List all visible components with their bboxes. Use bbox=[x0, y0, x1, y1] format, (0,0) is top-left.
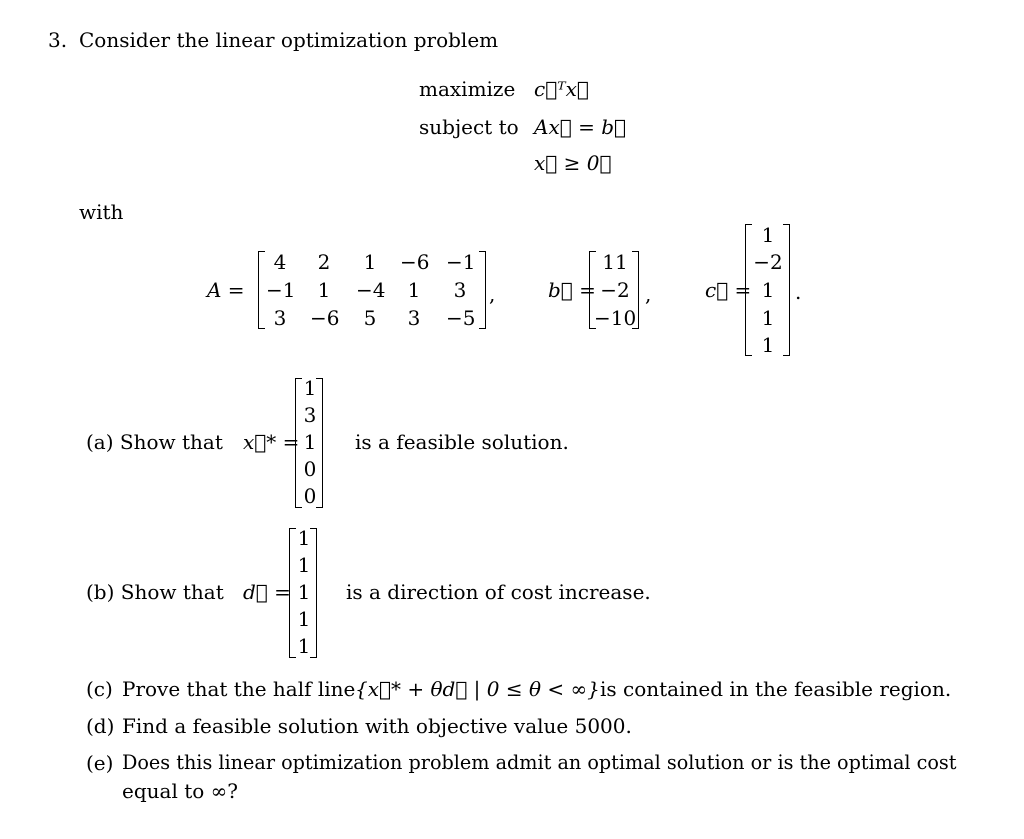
part-a-entry: 3 bbox=[303, 403, 317, 427]
vector-c-entry: 1 bbox=[761, 278, 775, 302]
vector-c-entry: 1 bbox=[761, 306, 775, 330]
matrix-a-cell: −6 bbox=[400, 250, 430, 274]
vector-c-period: . bbox=[795, 280, 802, 304]
matrix-a-label: A = bbox=[207, 278, 245, 302]
problem-intro: Consider the linear optimization problem bbox=[79, 28, 499, 52]
matrix-a-cell: −1 bbox=[266, 278, 296, 302]
subject-to-label: subject to bbox=[419, 115, 519, 139]
part-a-text: is a feasible solution. bbox=[355, 430, 569, 454]
vector-b-entry: 11 bbox=[602, 250, 628, 274]
matrix-a-cell: 1 bbox=[407, 278, 421, 302]
part-d-label: (d) bbox=[86, 714, 115, 738]
part-b-variable: d⃗ = bbox=[243, 580, 291, 604]
matrix-a-cell: 4 bbox=[273, 250, 287, 274]
matrix-a-cell: 2 bbox=[317, 250, 331, 274]
matrix-a-cell: 1 bbox=[317, 278, 331, 302]
maximize-label: maximize bbox=[419, 77, 516, 101]
part-a-entry: 0 bbox=[303, 457, 317, 481]
vector-b-entry: −2 bbox=[600, 278, 630, 302]
vector-c-entry: −2 bbox=[753, 250, 783, 274]
part-e-label: (e) bbox=[86, 751, 114, 775]
part-c-text-after: is contained in the feasible region. bbox=[600, 677, 952, 701]
part-a-entry: 1 bbox=[303, 376, 317, 400]
part-b-entry: 1 bbox=[297, 553, 311, 577]
matrix-a-right-bracket bbox=[479, 251, 486, 329]
matrix-a-cell: 3 bbox=[453, 278, 467, 302]
vector-b-label: b⃗ = bbox=[548, 278, 596, 302]
problem-number: 3. bbox=[48, 28, 68, 52]
part-d-text: Find a feasible solution with objective value 5000. bbox=[122, 714, 632, 738]
matrix-a-comma: , bbox=[489, 282, 496, 306]
matrix-a-cell: −6 bbox=[310, 306, 340, 330]
part-a-entry: 0 bbox=[303, 484, 317, 508]
matrix-a-cell: 5 bbox=[363, 306, 377, 330]
objective-expression: c⃗ᵀx⃗ bbox=[534, 77, 589, 101]
vector-b-comma: , bbox=[645, 282, 652, 306]
matrix-a-cell: −1 bbox=[446, 250, 476, 274]
with-label: with bbox=[79, 200, 124, 224]
vector-c-entry: 1 bbox=[761, 223, 775, 247]
equality-constraint: Ax⃗ = b⃗ bbox=[534, 115, 627, 139]
matrix-a-cell: 3 bbox=[407, 306, 421, 330]
part-b-entry: 1 bbox=[297, 607, 311, 631]
vector-c-label: c⃗ = bbox=[705, 278, 752, 302]
part-b-entry: 1 bbox=[297, 580, 311, 604]
part-e-line-2: equal to ∞? bbox=[122, 779, 239, 803]
part-a-label: (a) Show that bbox=[86, 430, 223, 454]
part-c-text-before: Prove that the half line bbox=[122, 677, 356, 701]
part-b-text: is a direction of cost increase. bbox=[346, 580, 651, 604]
part-c-set-expression: {x⃗* + θd⃗ | 0 ≤ θ < ∞} bbox=[355, 677, 600, 701]
part-c-label: (c) bbox=[86, 677, 113, 701]
matrix-a-cell: −5 bbox=[446, 306, 476, 330]
part-a-entry: 1 bbox=[303, 430, 317, 454]
matrix-a-cell: 1 bbox=[363, 250, 377, 274]
vector-c-entry: 1 bbox=[761, 333, 775, 357]
matrix-a-cell: 3 bbox=[273, 306, 287, 330]
nonnegativity-constraint: x⃗ ≥ 0⃗ bbox=[534, 151, 612, 175]
part-b-label: (b) Show that bbox=[86, 580, 224, 604]
vector-b-entry: −10 bbox=[594, 306, 637, 330]
matrix-a-cell: −4 bbox=[356, 278, 386, 302]
matrix-a-left-bracket bbox=[258, 251, 265, 329]
part-e-line-1: Does this linear optimization problem admit an optimal solution or is the optimal cost bbox=[122, 751, 957, 774]
part-b-entry: 1 bbox=[297, 634, 311, 658]
part-a-variable: x⃗* = bbox=[243, 430, 300, 454]
part-b-entry: 1 bbox=[297, 526, 311, 550]
